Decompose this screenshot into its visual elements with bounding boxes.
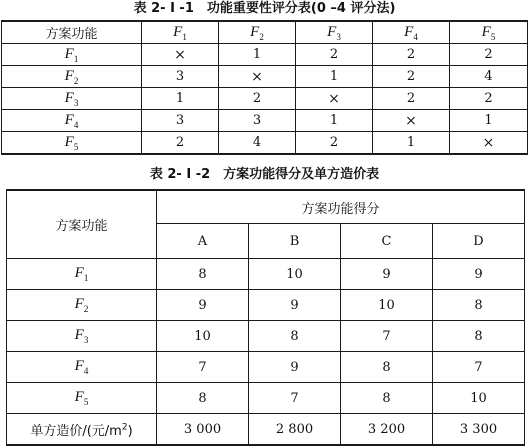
cost-row (7, 414, 525, 446)
table-cell: × (142, 44, 219, 66)
table-cell: 9 (433, 259, 525, 290)
row-label-f4: $F_4$ (2, 110, 142, 132)
row-label-f1: $F_1$ (7, 259, 157, 290)
table-row (2, 66, 528, 88)
table-cell: 1 (296, 66, 373, 88)
row-label-f4: $F_4$ (7, 352, 157, 383)
table-row (7, 383, 525, 414)
table-cell: 1 (219, 44, 296, 66)
table-cell: × (450, 132, 528, 155)
table-cell: 2 (450, 88, 528, 110)
table2-col-header-d: D (433, 224, 525, 259)
table-cell: 2 (296, 44, 373, 66)
table-cell: 4 (450, 66, 528, 88)
table2-col-header-a: A (157, 224, 249, 259)
table-cell: 8 (157, 259, 249, 290)
table-cell: 7 (249, 383, 341, 414)
table-cell: 8 (341, 352, 433, 383)
table2-caption: 表 2- I -2 方案功能得分及单方造价表 (149, 167, 380, 182)
table-row (7, 259, 525, 290)
table-row (7, 352, 525, 383)
row-label-f1: $F_1$ (2, 44, 142, 66)
table-row (2, 132, 528, 155)
table-cell: 9 (341, 259, 433, 290)
table1-caption: 表 2- I -1 功能重要性评分表(0 –4 评分法) (133, 1, 396, 16)
table-cell: 8 (433, 321, 525, 352)
table-cell: 1 (450, 110, 528, 132)
table-cell: 3 (219, 110, 296, 132)
table1-col-header-f2: $F_2$ (219, 21, 296, 44)
table-cell: 8 (341, 383, 433, 414)
row-label-f3: $F_3$ (7, 321, 157, 352)
table-cell: × (296, 88, 373, 110)
table2-col-header-b: B (249, 224, 341, 259)
table-cell: 4 (219, 132, 296, 155)
row-label-f5: $F_5$ (7, 383, 157, 414)
table-cell: 2 (296, 132, 373, 155)
table-cell: 8 (249, 321, 341, 352)
table-cell: 7 (157, 352, 249, 383)
table1-col-header-f1: $F_1$ (142, 21, 219, 44)
table-cell: 7 (341, 321, 433, 352)
table-cell: 1 (296, 110, 373, 132)
table2-header-row (7, 190, 525, 224)
table-row (2, 110, 528, 132)
function-score-cost-table (6, 189, 525, 446)
row-label-f5: $F_5$ (2, 132, 142, 155)
cost-cell: 3 300 (433, 414, 525, 446)
table-cell: 8 (157, 383, 249, 414)
function-importance-table (1, 20, 528, 155)
cost-cell: 3 200 (341, 414, 433, 446)
table-cell: 10 (341, 290, 433, 321)
table1-col-header-f4: $F_4$ (373, 21, 450, 44)
cost-row-label: 单方造价/(元$/m^2$) (7, 414, 157, 446)
table-cell: 2 (373, 66, 450, 88)
cost-cell: 2 800 (249, 414, 341, 446)
table1-header-row (2, 21, 528, 44)
table-cell: 10 (249, 259, 341, 290)
table-cell: 9 (249, 290, 341, 321)
row-label-f2: $F_2$ (2, 66, 142, 88)
table-row (2, 88, 528, 110)
row-label-f3: $F_3$ (2, 88, 142, 110)
table-cell: 2 (142, 132, 219, 155)
table-cell: 1 (373, 132, 450, 155)
table-row (2, 44, 528, 66)
table1-corner-header: 方案功能 (2, 21, 142, 44)
table1-col-header-f3: $F_3$ (296, 21, 373, 44)
table-cell: × (219, 66, 296, 88)
table-cell: 3 (142, 66, 219, 88)
table-cell: 3 (142, 110, 219, 132)
cost-cell: 3 000 (157, 414, 249, 446)
table-cell: 9 (249, 352, 341, 383)
table2-col-header-c: C (341, 224, 433, 259)
table-cell: 8 (433, 290, 525, 321)
row-label-f2: $F_2$ (7, 290, 157, 321)
table-cell: 2 (450, 44, 528, 66)
table-cell: 10 (433, 383, 525, 414)
table-cell: × (373, 110, 450, 132)
table-cell: 1 (142, 88, 219, 110)
table-cell: 10 (157, 321, 249, 352)
table-cell: 2 (373, 44, 450, 66)
table-cell: 9 (157, 290, 249, 321)
table2-group-header: 方案功能得分 (157, 190, 525, 224)
table1-col-header-f5: $F_5$ (450, 21, 528, 44)
table-row (7, 321, 525, 352)
table-row (7, 290, 525, 321)
table-cell: 2 (219, 88, 296, 110)
table-cell: 2 (373, 88, 450, 110)
table-cell: 7 (433, 352, 525, 383)
table2-corner-header: 方案功能 (7, 190, 157, 259)
